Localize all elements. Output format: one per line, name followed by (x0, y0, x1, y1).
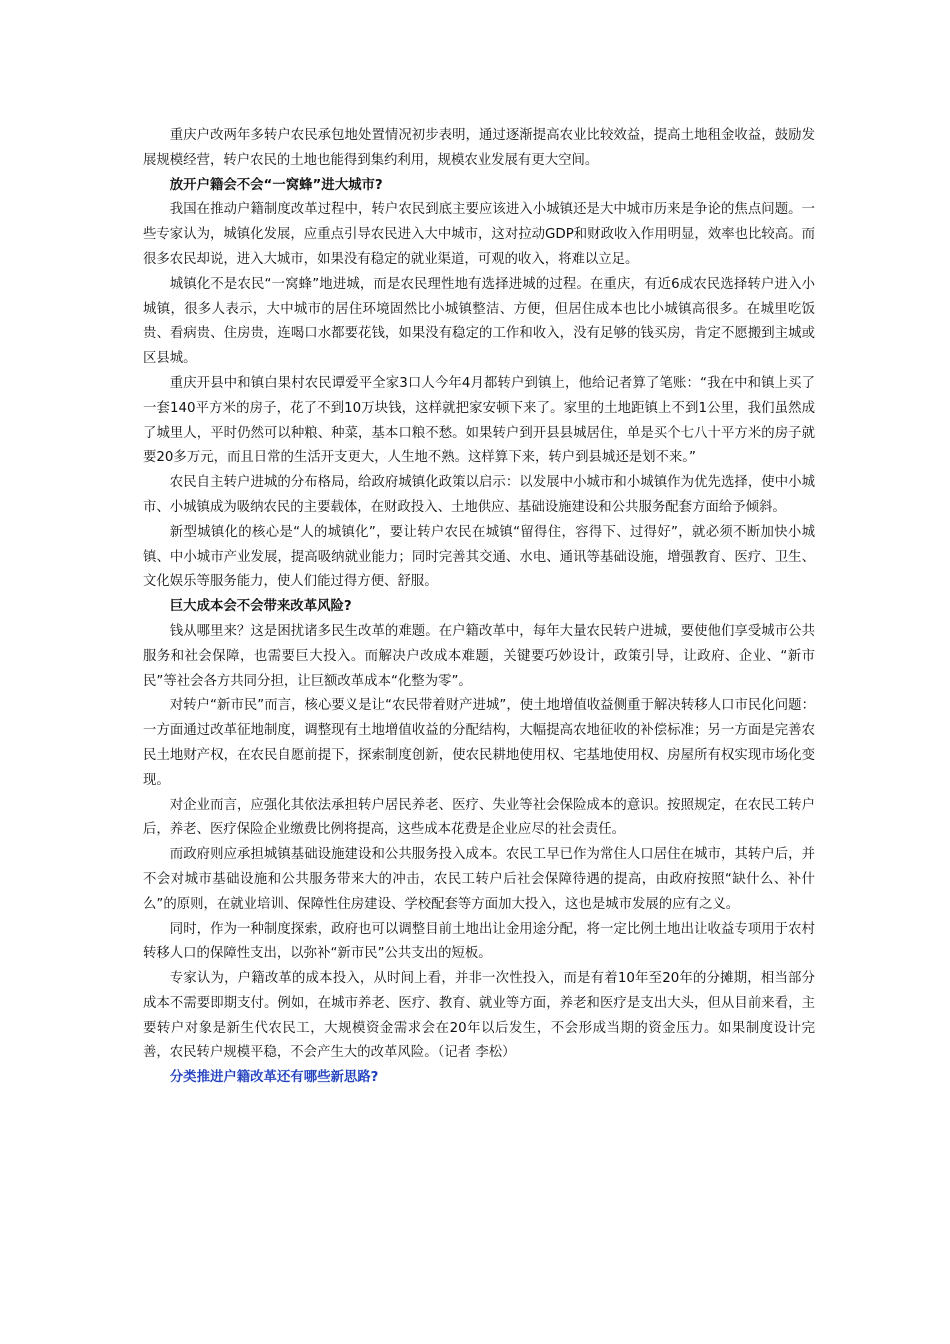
paragraph-1: 重庆户改两年多转户农民承包地处置情况初步表明，通过逐渐提高农业比较效益，提高土地租金收益，鼓励发展规模经营，转户农民的土地也能得到集约利用，规模农业发展有更大空间。 (143, 128, 815, 168)
paragraph-11: 同时，作为一种制度探索，政府也可以调整目前土地出让金用途分配，将一定比例土地出让收益专项用于农村转移人口的保障性支出，以弥补“新市民”公共支出的短板。 (143, 921, 815, 962)
section-heading-1: 放开户籍会不会“一窝蜂”进大城市? (169, 177, 383, 193)
paragraph-6: 新型城镇化的核心是“人的城镇化”，要让转户农民在城镇“留得住，容得下、过得好”，就必须不断加快小城镇、中小城市产业发展，提高吸纳就业能力；同时完善其交通、水电、通讯等基础设施，增强教育、医疗、卫生、文化娱乐等服务能力，使人们能过得方便、舒服。 (143, 524, 815, 590)
section-heading-2: 巨大成本会不会带来改革风险? (169, 599, 352, 615)
paragraph-3: 城镇化不是农民“一窝蜂”地进城，而是农民理性地有选择进城的过程。在重庆，有近6成农民选择转户进入小城镇，很多人表示，大中城市的居住环境固然比小城镇整洁、方便，但居住成本也比小城镇高很多。在城里吃饭贵、看病贵、住房贵，连喝口水都要花钱，如果没有稳定的工作和收入，没有足够的钱买房，肯定不愿搬到主城或区县城。 (143, 276, 815, 367)
paragraph-4: 重庆开县中和镇白果村农民谭爱平全家3口人今年4月都转户到镇上，他给记者算了笔账：“我在中和镇上买了一套140平方米的房子，花了不到10万块钱，这样就把家安顿下来了。家里的土地距镇上不到1公里，我们虽然成了城里人，平时仍然可以种粮、种菜，基本口粮不愁。如果转户到开县县城居住，单是买个七八十平方米的房子就要20多万元，而且日常的生活开支更大，人生地不熟。这样算下来，转户到县城还是划不来。” (143, 375, 815, 466)
paragraph-9: 对企业而言，应强化其依法承担转户居民养老、医疗、失业等社会保险成本的意识。按照规定，在农民工转户后，养老、医疗保险企业缴费比例将提高，这些成本花费是企业应尽的社会责任。 (143, 797, 815, 838)
paragraph-5: 农民自主转户进城的分布格局，给政府城镇化政策以启示：以发展中小城市和小城镇作为优先选择，使中小城市、小城镇成为吸纳农民的主要载体，在财政投入、土地供应、基础设施建设和公共服务配套方面给予倾斜。 (143, 475, 815, 515)
paragraph-10: 而政府则应承担城镇基础设施建设和公共服务投入成本。农民工早已作为常住人口居住在城市，其转户后，并不会对城市基础设施和公共服务带来大的冲击，农民工转户后社会保障待遇的提高，由政府按照“缺什么、补什么”的原则，在就业培训、保障性住房建设、学校配套等方面加大投入，这也是城市发展的应有之义。 (143, 847, 815, 912)
paragraph-8: 对转户“新市民”而言，核心要义是让“农民带着财产进城”，使土地增值收益侧重于解决转移人口市民化问题：一方面通过改革征地制度，调整现有土地增值收益的分配结构，大幅提高农地征收的补偿标准；另一方面是完善农民土地财产权，在农民自愿前提下，探索制度创新，使农民耕地使用权、宅基地使用权、房屋所有权实现市场化变现。 (143, 698, 815, 788)
paragraph-12: 专家认为，户籍改革的成本投入，从时间上看，并非一次性投入，而是有着10年至20年的分摊期，相当部分成本不需要即期支付。例如，在城市养老、医疗、教育、就业等方面，养老和医疗是支出大头，但从目前来看，主要转户对象是新生代农民工，大规模资金需求会在20年以后发生，不会形成当期的资金压力。如果制度设计完善，农民转户规模平稳，不会产生大的改革风险。（记者 李松） (143, 971, 815, 1061)
paragraph-2: 我国在推动户籍制度改革过程中，转户农民到底主要应该进入小城镇还是大中城市历来是争论的焦点问题。一些专家认为，城镇化发展，应重点引导农民进入大中城市，这对拉动GDP和财政收入作用明显，效率也比较高。而很多农民却说，进入大城市，如果没有稳定的就业渠道，可观的收入，将难以立足。 (143, 202, 815, 267)
paragraph-7: 钱从哪里来？这是困扰诸多民生改革的难题。在户籍改革中，每年大量农民转户进城，要使他们享受城市公共服务和社会保障，也需要巨大投入。而解决户改成本难题，关键要巧妙设计，政策引导，让政府、企业、“新市民”等社会各方共同分担，让巨额改革成本“化整为零”。 (143, 623, 815, 689)
article-body (143, 124, 815, 1091)
section-heading-3-link[interactable]: 分类推进户籍改革还有哪些新思路? (169, 1070, 379, 1086)
